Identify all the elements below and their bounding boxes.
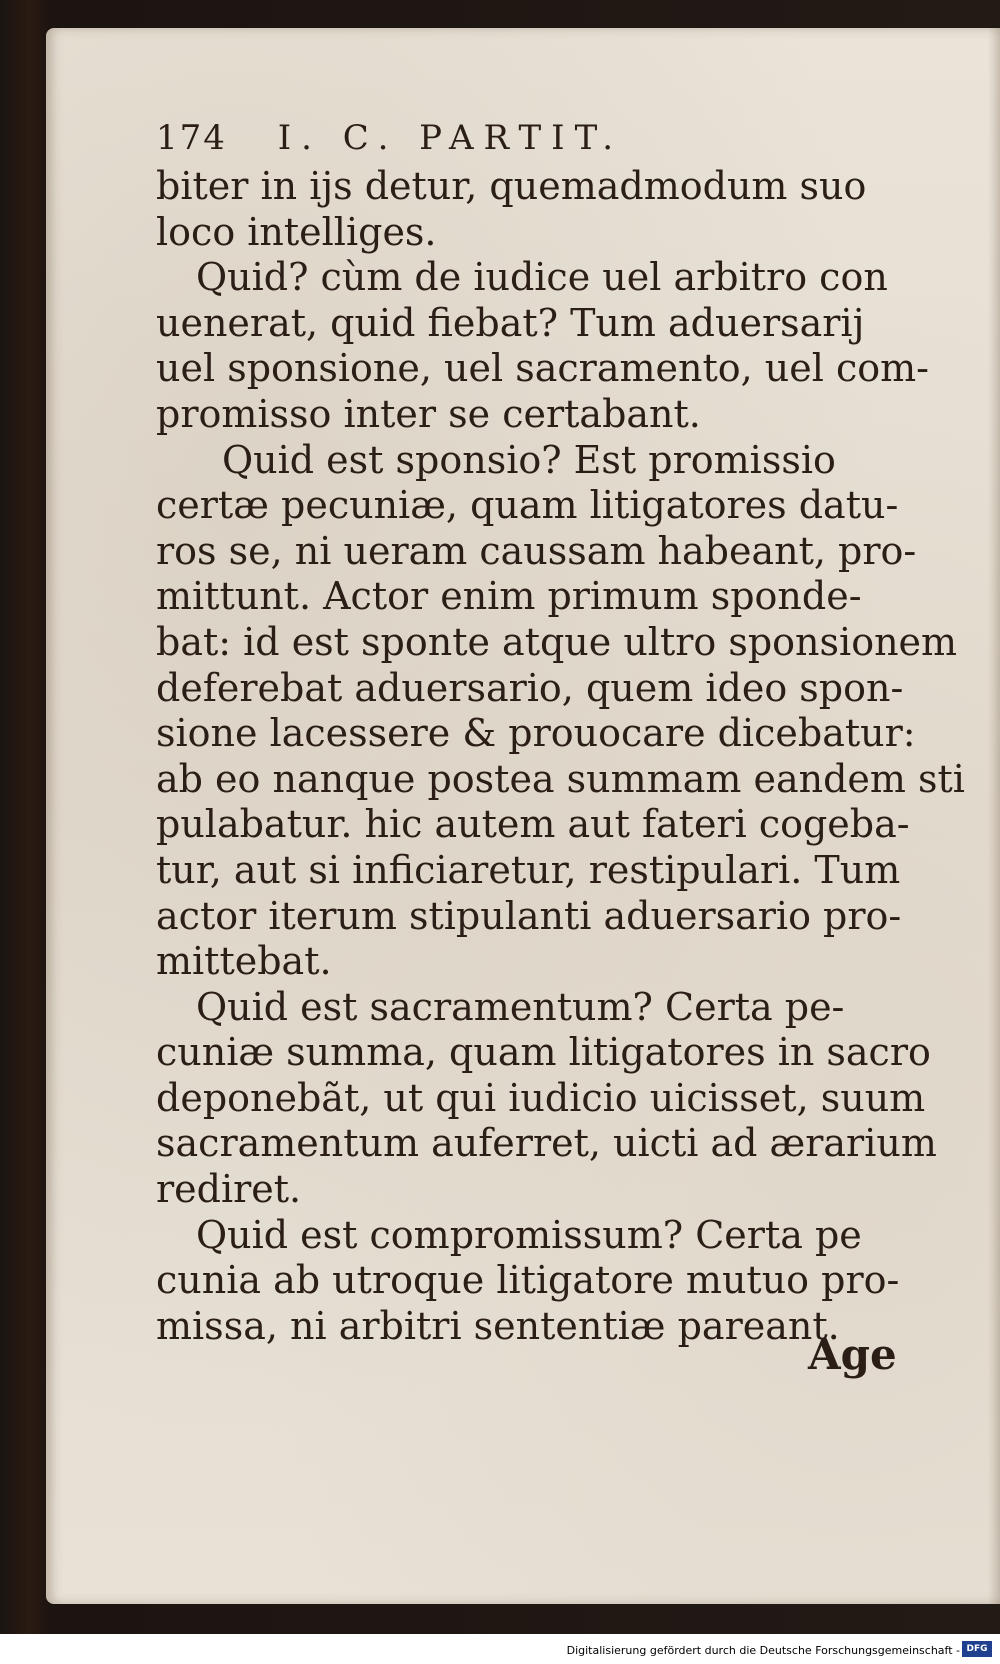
text-line: cuniæ summa, quam litigatores in sacro — [156, 1030, 931, 1075]
text-line: ros se, ni ueram caussam habeant, pro- — [156, 528, 917, 573]
text-line: cunia ab utroque litigatore mutuo pro- — [156, 1258, 900, 1303]
text-line: deferebat aduersario, quem ideo spon- — [156, 665, 904, 710]
text-line: ab eo nanque postea summam eandem sti — [156, 756, 965, 801]
text-line: Quid? cùm de iudice uel arbitro con — [196, 255, 888, 300]
text-line: bat: id est sponte atque ultro sponsionem — [156, 619, 958, 664]
text-line: loco intelliges. — [156, 209, 437, 254]
footer-credit: Digitalisierung gefördert durch die Deutsche Forschungsgemeinschaft - — [566, 1644, 960, 1657]
text-line: tur, aut si inficiaretur, restipulari. Tum — [156, 847, 901, 892]
page-edge-shadow — [988, 28, 1000, 1604]
text-line: sacramentum auferret, uicti ad ærarium — [156, 1121, 937, 1166]
running-title: I. C. PARTIT. — [277, 118, 624, 158]
text-line: biter in ijs detur, quemadmodum suo — [156, 164, 867, 208]
text-line: certæ pecuniæ, quam litigatores datu- — [156, 483, 899, 528]
text-line: Quid est sacramentum? Certa pe- — [196, 984, 845, 1029]
text-line: rediret. — [156, 1167, 302, 1212]
text-line: sione lacessere & prouocare dicebatur: — [156, 711, 916, 756]
text-line: Quid est compromissum? Certa pe — [196, 1212, 862, 1257]
page-number: 174 — [156, 118, 227, 158]
text-line: uel sponsione, uel sacramento, uel com- — [156, 346, 930, 391]
page-text-block — [156, 164, 965, 1349]
text-line: mittunt. Actor enim primum sponde- — [156, 574, 862, 619]
text-line: uenerat, quid fiebat? Tum aduersarij — [156, 300, 865, 345]
text-line: Quid est sponsio? Est promissio — [222, 437, 836, 482]
running-head — [156, 118, 716, 158]
text-line: actor iterum stipulanti aduersario pro- — [156, 893, 902, 938]
text-line: promisso inter se certabant. — [156, 391, 701, 436]
text-line: deponebãt, ut qui iudicio uicisset, suum — [156, 1075, 926, 1120]
catchword: Age — [808, 1330, 897, 1379]
dfg-logo: DFG — [962, 1641, 992, 1657]
text-line: mittebat. — [156, 939, 332, 984]
text-line: pulabatur. hic autem aut fateri cogeba- — [156, 802, 910, 847]
text-line: missa, ni arbitri sententiæ pareant. — [156, 1303, 840, 1348]
